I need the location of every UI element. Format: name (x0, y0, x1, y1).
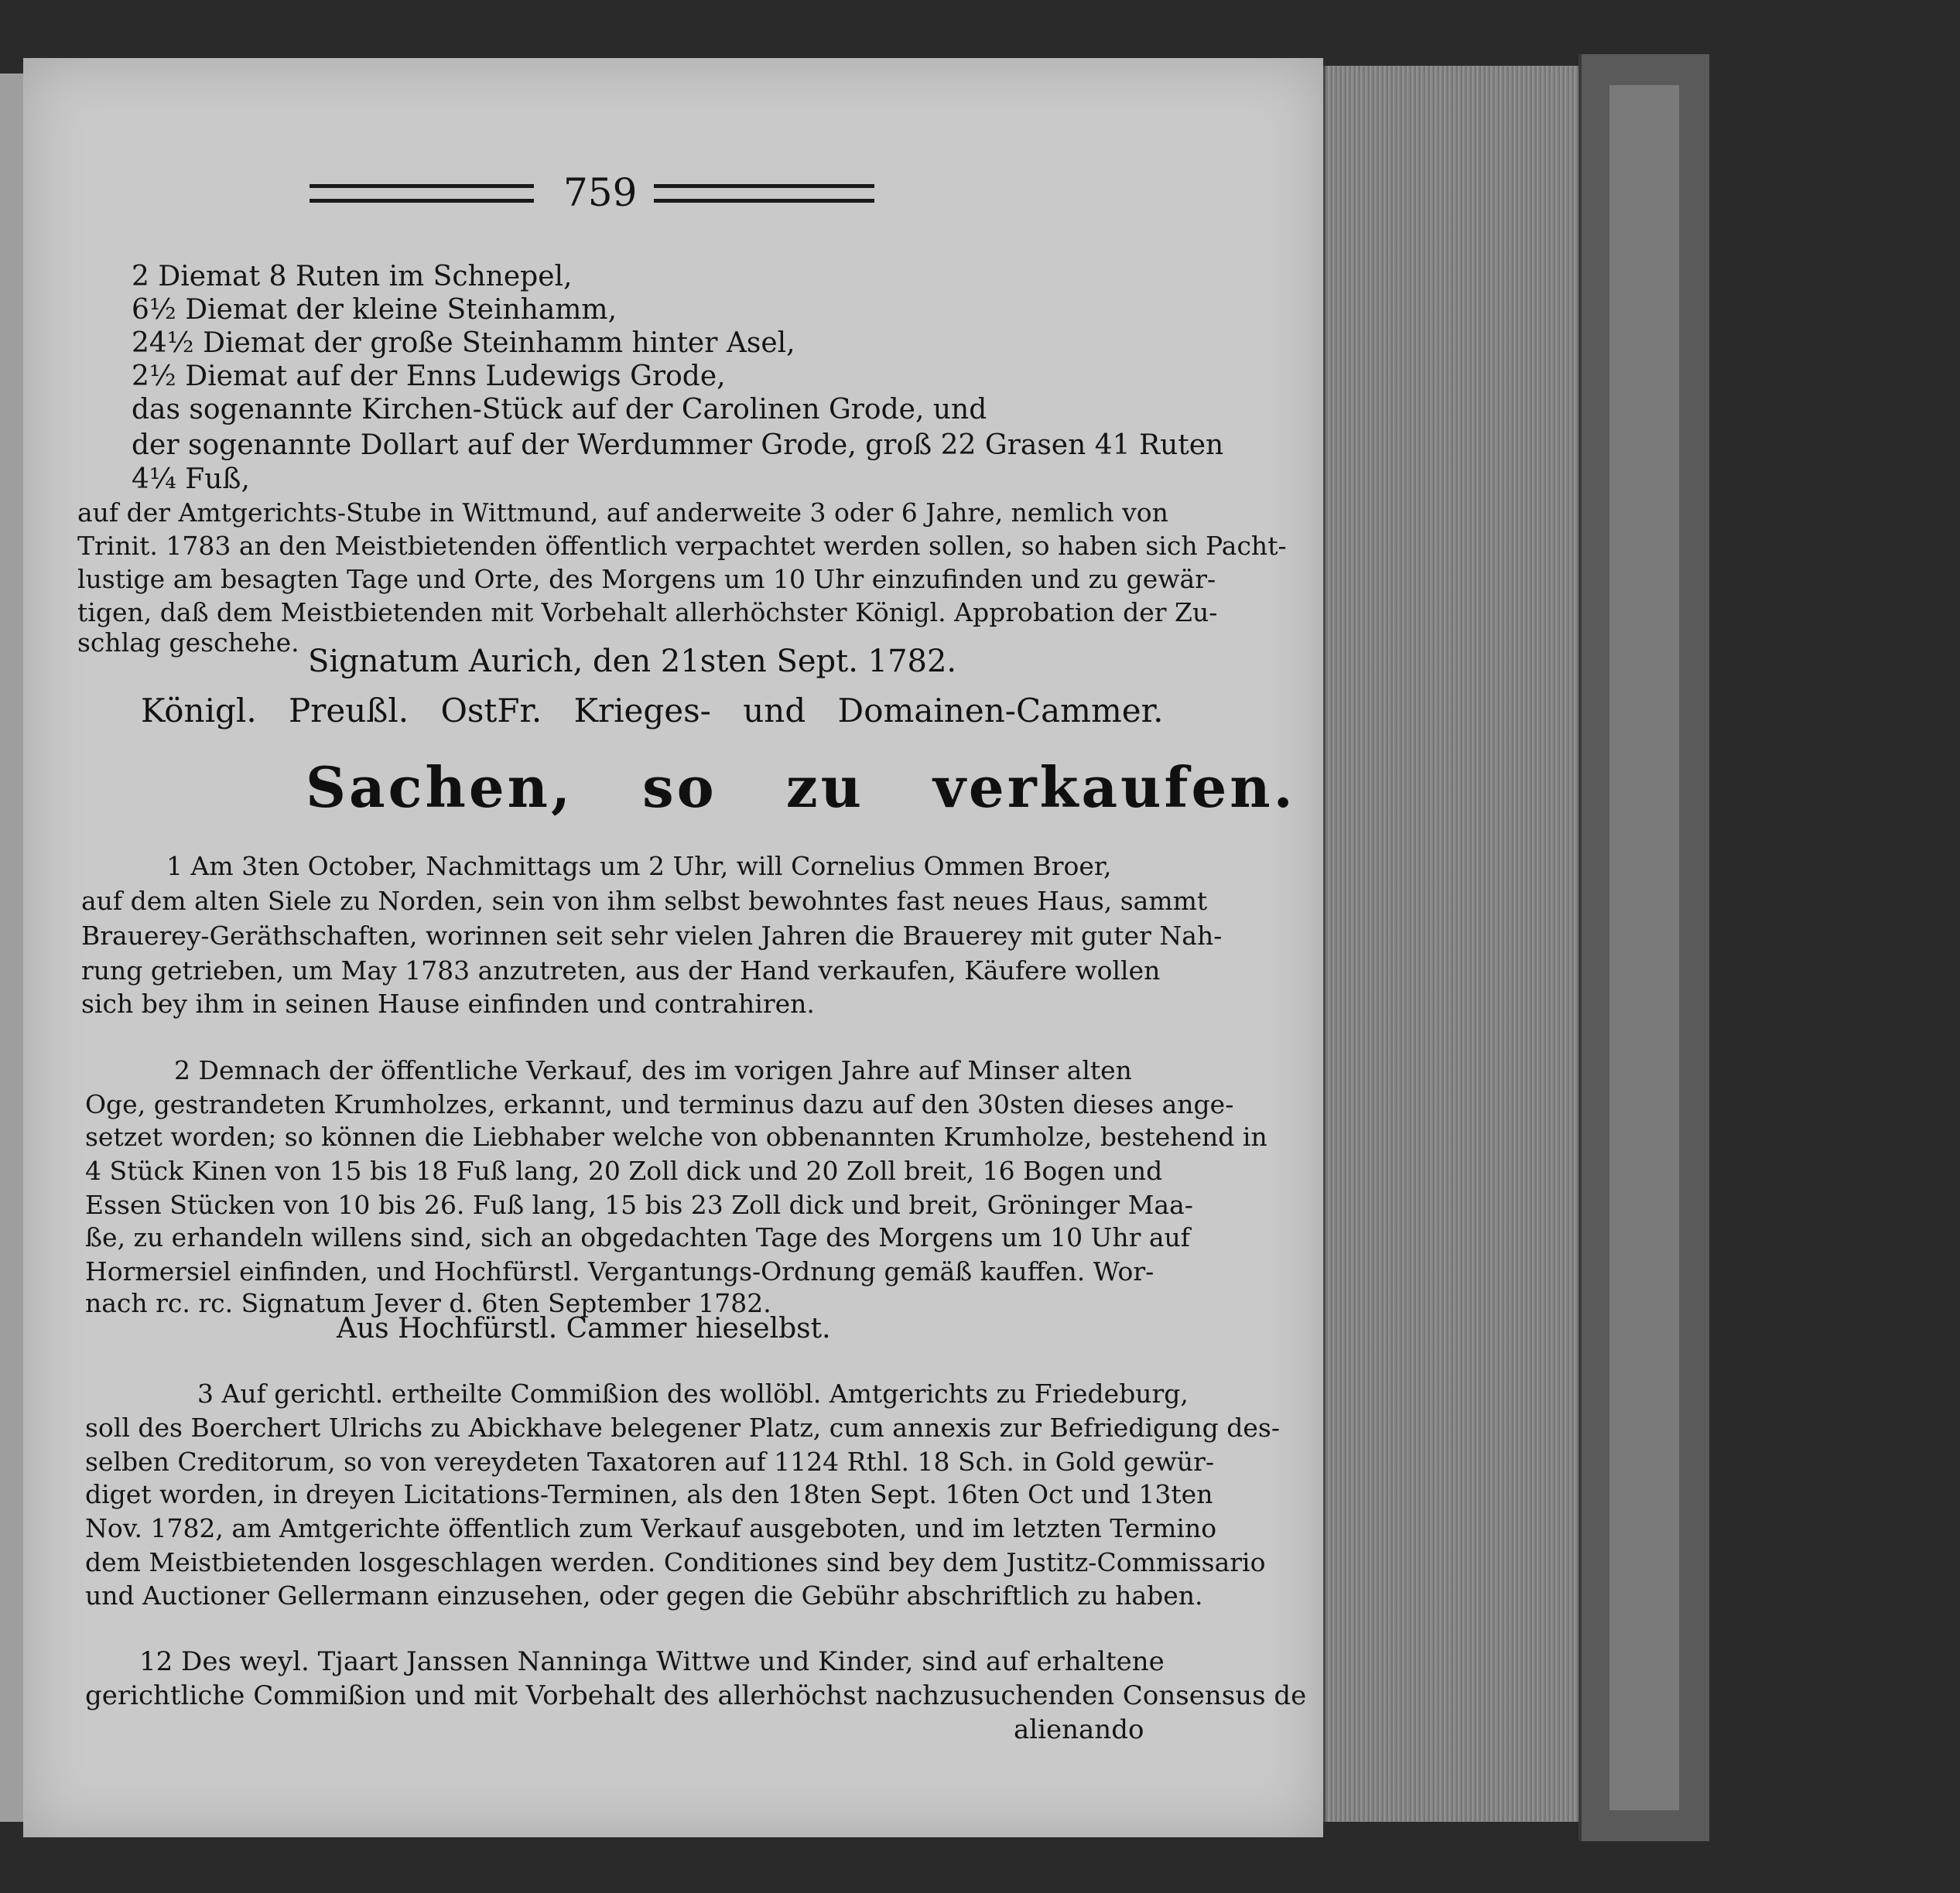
text-line: gerichtliche Commißion und mit Vorbehalt des allerhöchst nachzusuchenden Consensus de (85, 1680, 1307, 1711)
header-rule-right (654, 184, 874, 203)
text-line: 3 Auf gerichtl. ertheilte Commißion des wollöbl. Amtgerichts zu Friedeburg, (197, 1379, 1189, 1409)
signature-line: Signatum Aurich, den 21sten Sept. 1782. (308, 644, 957, 679)
text-line: Brauerey-Geräthschaften, worinnen seit sehr vielen Jahren die Brauerey mit guter Nah- (81, 921, 1223, 951)
notice-2-signature: Aus Hochfürstl. Cammer hieselbst. (337, 1313, 831, 1345)
page-number: 759 (563, 170, 638, 215)
text-line: Oge, gestrandeten Krumholzes, erkannt, und terminus dazu auf den 30sten dieses ange- (85, 1089, 1234, 1119)
issuing-authority: Königl. Preußl. OstFr. Krieges- und Domainen-Cammer. (141, 692, 1164, 730)
text-line: schlag geschehe. (77, 627, 299, 658)
text-line: auf dem alten Siele zu Norden, sein von ihm selbst bewohntes fast neues Haus, sammt (81, 886, 1208, 916)
text-line: soll des Boerchert Ulrichs zu Abickhave belegener Platz, cum annexis zur Befriedigung des- (85, 1413, 1280, 1443)
previous-page-edge (0, 73, 26, 1822)
book-cover-board (1609, 85, 1679, 1810)
list-item: 2 Diemat 8 Ruten im Schnepel, (132, 261, 573, 292)
page-block-edges (1323, 66, 1581, 1822)
catchword: alienando (1014, 1714, 1144, 1745)
text-line: selben Creditorum, so von vereydeten Taxatoren auf 1124 Rthl. 18 Sch. in Gold gewür- (85, 1447, 1215, 1477)
text-line: ße, zu erhandeln willens sind, sich an obgedachten Tage des Morgens um 10 Uhr auf (85, 1222, 1191, 1252)
text-line: diget worden, in dreyen Licitations-Terminen, als den 18ten Sept. 16ten Oct und 13ten (85, 1479, 1213, 1509)
section-heading: Sachen, so zu verkaufen. (306, 754, 1296, 820)
list-item: das sogenannte Kirchen-Stück auf der Carolinen Grode, und (132, 394, 987, 425)
text-line: rung getrieben, um May 1783 anzutreten, aus der Hand verkaufen, Käufere wollen (81, 955, 1161, 986)
text-line: Essen Stücken von 10 bis 26. Fuß lang, 15 bis 23 Zoll dick und breit, Gröninger Maa- (85, 1190, 1193, 1220)
list-item: 24½ Diemat der große Steinhamm hinter Asel, (132, 327, 795, 359)
text-line: 4 Stück Kinen von 15 bis 18 Fuß lang, 20 Zoll dick und 20 Zoll breit, 16 Bogen und (85, 1156, 1163, 1186)
text-line: lustige am besagten Tage und Orte, des Morgens um 10 Uhr einzufinden und zu gewär- (77, 564, 1216, 594)
text-line: und Auctioner Gellermann einzusehen, oder gegen die Gebühr abschriftlich zu haben. (85, 1580, 1203, 1611)
text-line: Nov. 1782, am Amtgerichte öffentlich zum Verkauf ausgeboten, und im letzten Termino (85, 1513, 1217, 1543)
text-line: auf der Amtgerichts-Stube in Wittmund, auf anderweite 3 oder 6 Jahre, nemlich von (77, 497, 1168, 528)
text-line: sich bey ihm in seinen Hause einfinden und contrahiren. (81, 989, 815, 1019)
text-line: nach rc. rc. Signatum Jever d. 6ten September 1782. (85, 1288, 771, 1318)
text-line: Hormersiel einfinden, und Hochfürstl. Vergantungs-Ordnung gemäß kauffen. Wor- (85, 1256, 1154, 1286)
list-item: 6½ Diemat der kleine Steinhamm, (132, 294, 617, 326)
text-line: 2 Demnach der öffentliche Verkauf, des im vorigen Jahre auf Minser alten (174, 1055, 1132, 1085)
list-item: 4¼ Fuß, (132, 463, 250, 495)
text-line: dem Meistbietenden losgeschlagen werden. Conditiones sind bey dem Justitz-Commissario (85, 1547, 1266, 1577)
text-line: tigen, daß dem Meistbietenden mit Vorbehalt allerhöchster Königl. Approbation der Zu- (77, 597, 1218, 627)
text-line: 12 Des weyl. Tjaart Janssen Nanninga Wittwe und Kinder, sind auf erhaltene (139, 1646, 1165, 1677)
list-item: der sogenannte Dollart auf der Werdummer Grode, groß 22 Grasen 41 Ruten (132, 429, 1224, 461)
header-rule-left (310, 184, 534, 203)
text-line: setzet worden; so können die Liebhaber welche von obbenannten Krumholze, bestehend in (85, 1122, 1267, 1152)
list-item: 2½ Diemat auf der Enns Ludewigs Grode, (132, 360, 726, 392)
text-line: Trinit. 1783 an den Meistbietenden öffentlich verpachtet werden sollen, so haben sich Pacht- (77, 531, 1287, 561)
text-line: 1 Am 3ten October, Nachmittags um 2 Uhr, will Cornelius Ommen Broer, (166, 851, 1112, 881)
